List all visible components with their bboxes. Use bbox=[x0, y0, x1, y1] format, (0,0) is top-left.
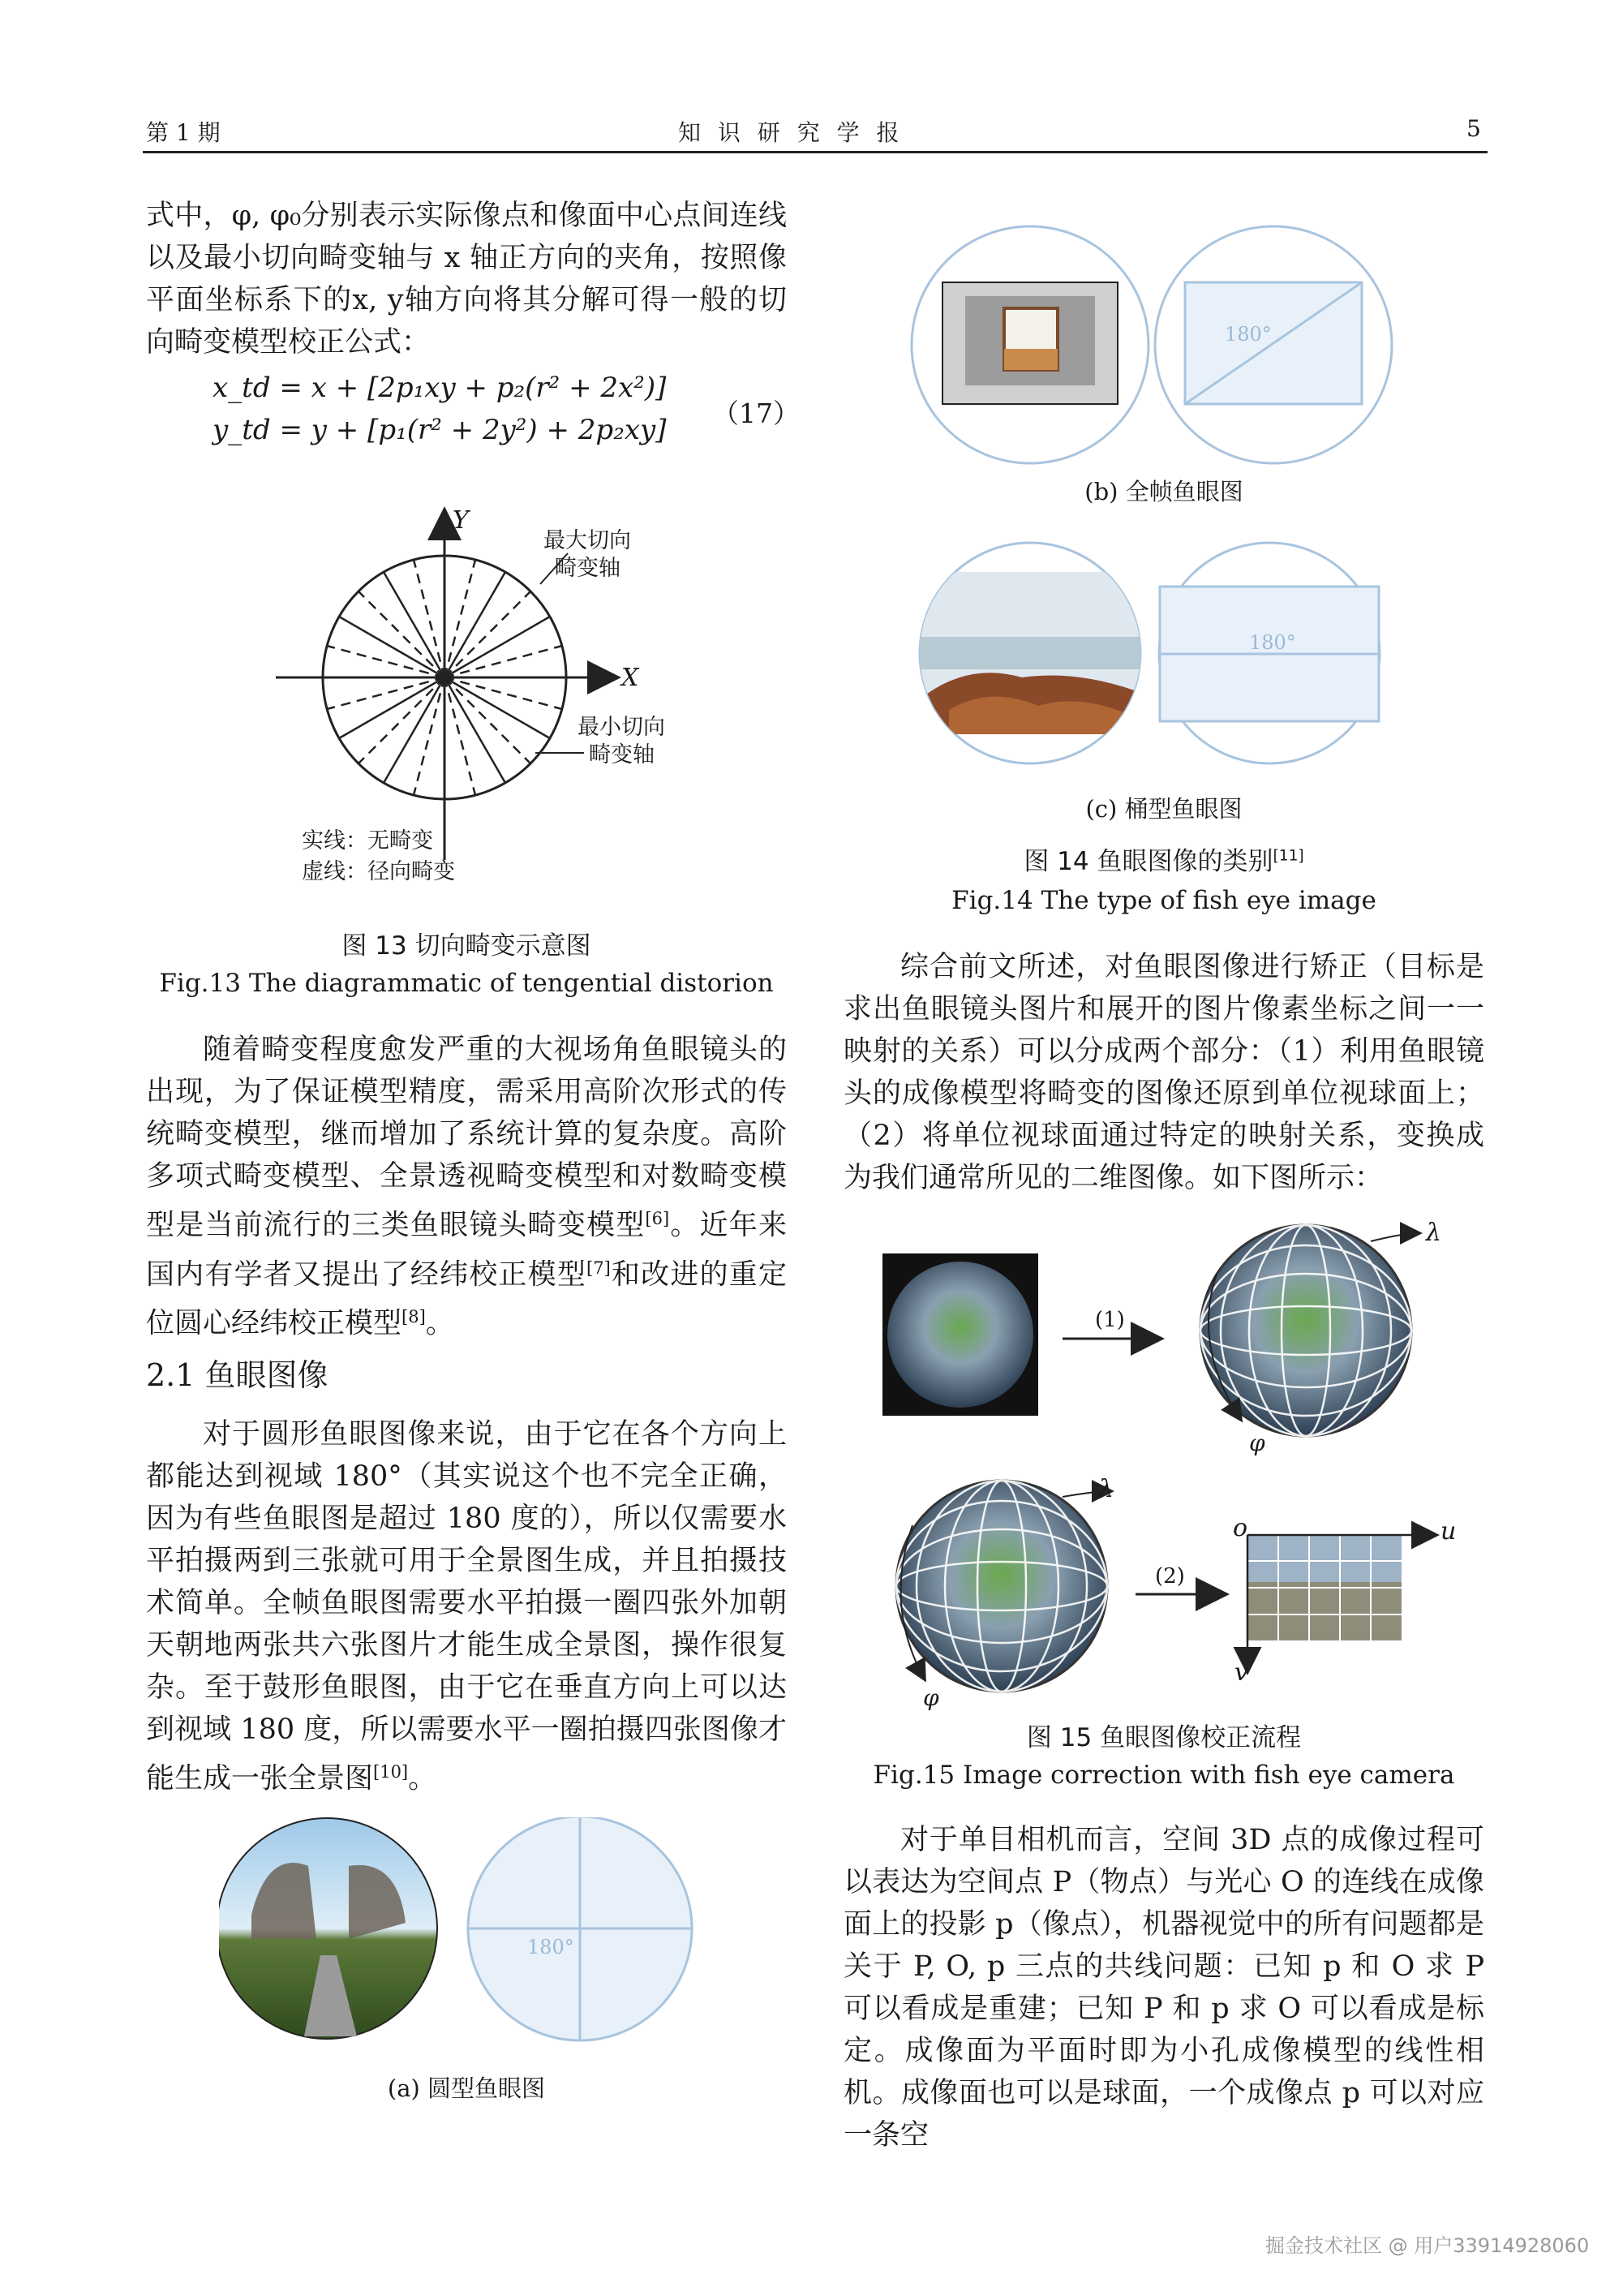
figure-14c-barrel-fisheye bbox=[917, 540, 1419, 783]
figure-14a-caption: (a) 圆型鱼眼图 bbox=[387, 2075, 546, 2102]
equation-number: （17） bbox=[712, 398, 800, 429]
figure-14c-angle-label: 180° bbox=[1249, 631, 1296, 654]
unwarped-output-image bbox=[1247, 1535, 1436, 1671]
equation-line-1: x_td = x + [2p₁xy + p₂(r² + 2x²)] bbox=[213, 372, 667, 404]
figure-13-caption-en: Fig.13 The diagrammatic of tengential distorion bbox=[159, 969, 774, 998]
right-paragraph-1: 综合前文所述，对鱼眼图像进行矫正（目标是求出鱼眼镜头图片和展开的图片像素坐标之间一一映射的关系）可以分成两个部分：（1）利用鱼眼镜头的成像模型将畸变的图像还原到单位视球面上；（2）将单位视球面通过特定的映射关系，变换成为我们通常所见的二维图像。如下图所示： bbox=[844, 951, 1484, 1194]
equation-line-2: y_td = y + [p₁(r² + 2y²) + 2p₂xy] bbox=[213, 414, 667, 446]
axis-y-label: Y bbox=[453, 506, 469, 535]
figure-13-caption-cn: 图 13 切向畸变示意图 bbox=[341, 931, 591, 961]
section-heading: 2.1 鱼眼图像 bbox=[146, 1357, 328, 1393]
max-tangential-axis-label: 最大切向 畸变轴 bbox=[543, 528, 631, 581]
u-axis-label: u bbox=[1441, 1517, 1457, 1546]
figure-15-caption-cn: 图 15 鱼眼图像校正流程 bbox=[1026, 1723, 1302, 1752]
figure-14a-angle-label: 180° bbox=[527, 1936, 574, 1958]
figure-14b-angle-label: 180° bbox=[1225, 323, 1272, 346]
v-axis-label: v bbox=[1234, 1658, 1248, 1687]
left-paragraph-2: 随着畸变程度愈发严重的大视场角鱼眼镜头的出现，为了保证模型精度，需采用高阶次形式的传统畸变模型，继而增加了系统计算的复杂度。高阶多项式畸变模型、全景透视畸变模型和对数畸变模型是当前流行的三类鱼眼镜头畸变模型[6]。近年来国内有学者又提出了经纬校正模型[7]和改进的重定位圆心经纬校正模型[8]。 bbox=[146, 1034, 787, 1340]
barrel-photo bbox=[917, 572, 1144, 734]
lambda-bottom-label: λ bbox=[1098, 1475, 1114, 1503]
origin-o-label: o bbox=[1233, 1514, 1248, 1542]
figure-14b-caption: (b) 全帧鱼眼图 bbox=[1084, 478, 1243, 505]
figure-15-caption-en: Fig.15 Image correction with fish eye camera bbox=[873, 1761, 1455, 1790]
figure-14-caption-cn: 图 14 鱼眼图像的类别[11] bbox=[1024, 847, 1304, 876]
left-intro-paragraph: 式中，φ, φ₀分别表示实际像点和像面中心点间连线以及最小切向畸变轴与 x 轴正方向的夹角，按照像平面坐标系下的x, y轴方向将其分解可得一般的切向畸变模型校正公式： bbox=[146, 200, 787, 359]
figure-14-caption-en: Fig.14 The type of fish eye image bbox=[951, 886, 1376, 915]
figure-13-legend: 实线：无畸变 虚线：径向畸变 bbox=[302, 828, 455, 884]
watermark-text: 掘金技术社区 @ 用户33914928060 bbox=[1265, 2234, 1590, 2257]
journal-title: 知 识 研 究 学 报 bbox=[678, 119, 904, 146]
unit-sphere-top bbox=[1200, 1225, 1419, 1436]
step-1-label: (1) bbox=[1095, 1308, 1125, 1332]
figure-14b-fullframe-fisheye bbox=[908, 219, 1411, 471]
issue-label: 第 1 期 bbox=[146, 119, 221, 146]
figure-15-diagram bbox=[868, 1217, 1484, 1720]
figure-14c-caption: (c) 桶型鱼眼图 bbox=[1085, 795, 1243, 823]
lambda-top-label: λ bbox=[1426, 1219, 1442, 1247]
right-paragraph-2: 对于单目相机而言，空间 3D 点的成像过程可以表达为空间点 P（物点）与光心 O 的连线在成像面上的投影 p（像点），机器视觉中的所有问题都是关于 P, O, p 三点的共线问题：已知 p 和 O 求 P 可以看成是重建；已知 P 和 p 求 O 可以看成是标定。成像面为平面时即为小孔成像模型的线性相机。成像面也可以是球面，一个成像点 p 可以对应一条空 bbox=[844, 1824, 1484, 2152]
left-paragraph-3: 对于圆形鱼眼图像来说，由于它在各个方向上都能达到视域 180°（其实说这个也不完全正确，因为有些鱼眼图是超过 180 度的），所以仅需要水平拍摄两到三张就可用于全景图生成，并且拍摄技术简单。全帧鱼眼图需要水平拍摄一圈四张外加朝天朝地两张共六张图片才能生成全景图，操作很复杂。至于鼓形鱼眼图，由于它在垂直方向上可以达到视域 180 度，所以需要水平一圈拍摄四张图像才能生成一张全景图[10]。 bbox=[146, 1418, 787, 1795]
min-tangential-axis-label: 最小切向 畸变轴 bbox=[577, 715, 665, 767]
header-rule bbox=[143, 151, 1488, 153]
step-2-label: (2) bbox=[1155, 1564, 1185, 1589]
figure-14a-circular-fisheye bbox=[219, 1817, 706, 2061]
phi-top-label: φ bbox=[1249, 1430, 1265, 1456]
page-number: 5 bbox=[1466, 115, 1481, 142]
axis-x-label: X bbox=[621, 664, 639, 692]
phi-bottom-label: φ bbox=[923, 1684, 939, 1711]
unit-sphere-bottom bbox=[896, 1481, 1111, 1692]
